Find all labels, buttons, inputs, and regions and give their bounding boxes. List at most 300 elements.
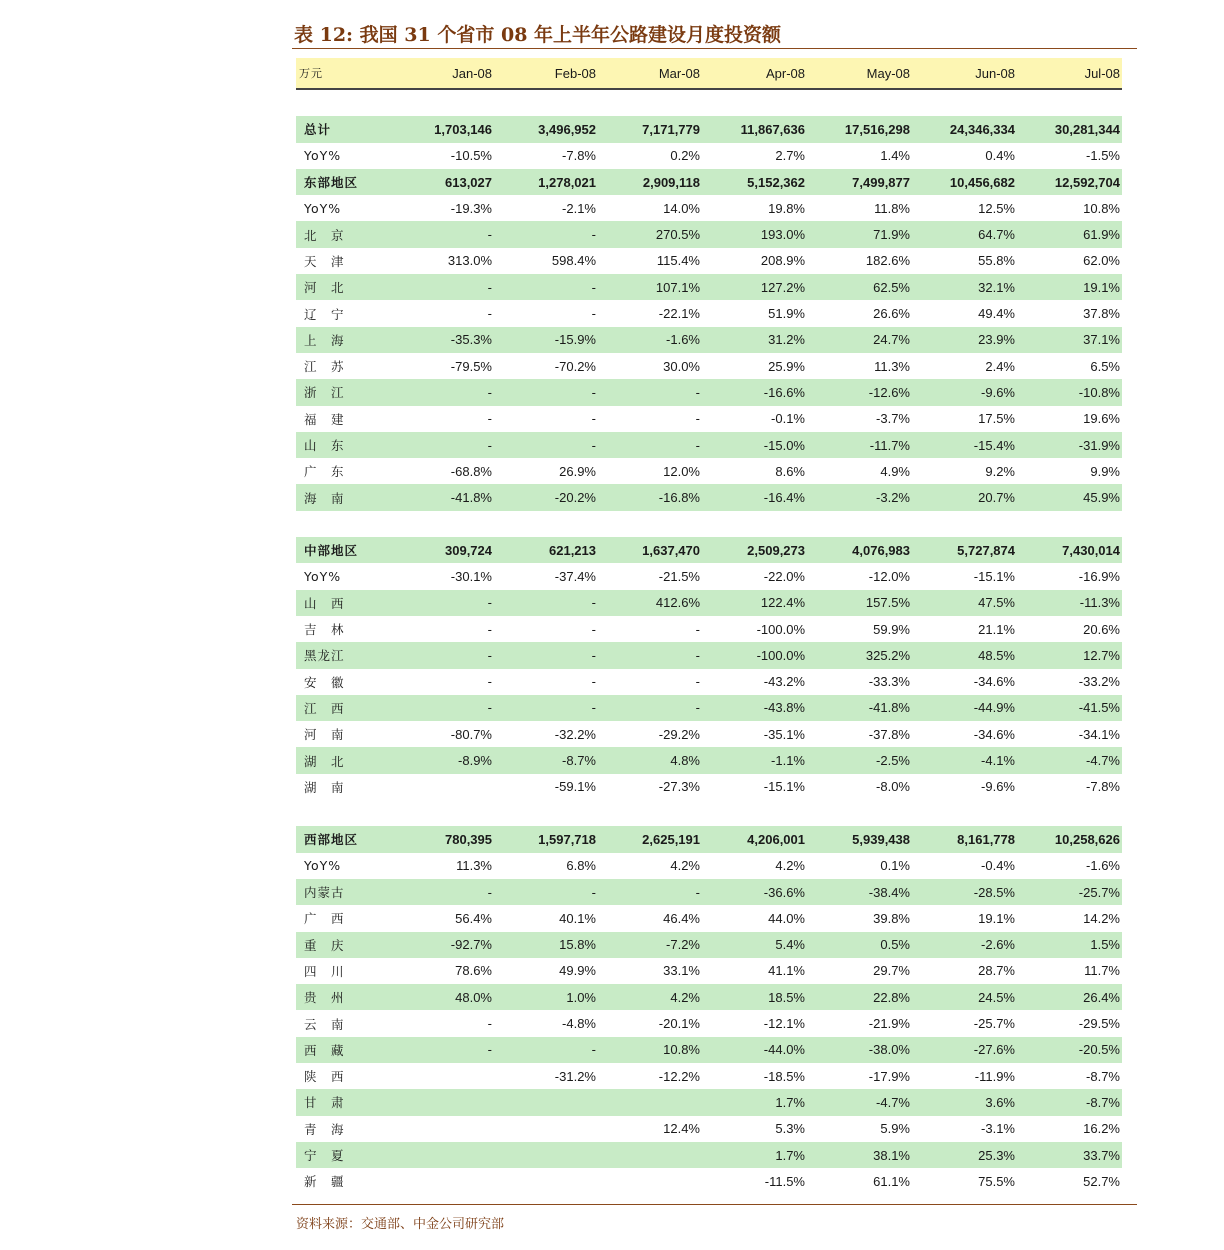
value-cell: -: [487, 1016, 492, 1032]
value-cell: 5,727,874: [912, 537, 1017, 563]
value-cell: 39.8%: [873, 910, 910, 926]
value-cell: 4.2%: [598, 984, 702, 1010]
table-row: [296, 590, 1122, 616]
value-cell: -: [487, 621, 492, 637]
row-label: YoY%: [304, 858, 342, 874]
value-cell: 26.9%: [559, 463, 596, 479]
value-cell: 12.5%: [978, 200, 1015, 216]
value-cell: 6.5%: [1090, 358, 1120, 374]
value-cell: -68.8%: [450, 463, 492, 479]
value-cell: -11.9%: [974, 1068, 1015, 1084]
row-label: 广 东: [304, 464, 345, 480]
value-cell: 24.7%: [807, 327, 912, 353]
value-cell: -15.4%: [912, 432, 1017, 458]
table-row: [296, 642, 1122, 668]
row-label: 青 海: [304, 1121, 345, 1137]
value-cell: -4.8%: [562, 1016, 596, 1032]
value-cell: 45.9%: [1017, 484, 1122, 510]
value-cell: 37.1%: [1017, 327, 1122, 353]
value-cell: 4,076,983: [807, 537, 912, 563]
row-label: 陕 西: [304, 1069, 345, 1085]
value-cell: -41.8%: [390, 484, 494, 510]
value-cell: 0.1%: [880, 858, 910, 874]
value-cell: 10.8%: [1083, 200, 1120, 216]
table-row: [296, 169, 1122, 195]
value-cell: 157.5%: [807, 590, 912, 616]
value-cell: -: [494, 879, 598, 905]
table-row: [296, 1168, 1122, 1194]
value-cell: 62.0%: [1083, 253, 1120, 269]
value-cell: 3,496,952: [494, 116, 598, 142]
value-cell: -22.1%: [658, 306, 700, 322]
value-cell: 325.2%: [807, 642, 912, 668]
value-cell: [390, 1142, 494, 1168]
value-cell: 62.5%: [807, 274, 912, 300]
month-header: Jun-08: [912, 58, 1017, 89]
value-cell: 10,258,626: [1017, 826, 1122, 852]
table-row: [296, 932, 1122, 958]
value-cell: -2.1%: [562, 200, 596, 216]
value-cell: 47.5%: [912, 590, 1017, 616]
value-cell: 7,430,014: [1017, 537, 1122, 563]
value-cell: 41.1%: [768, 963, 805, 979]
row-label: 湖 南: [304, 779, 345, 795]
value-cell: -31.2%: [554, 1068, 596, 1084]
value-cell: 10.8%: [598, 1037, 702, 1063]
value-cell: -33.2%: [1078, 674, 1120, 690]
value-cell: -: [695, 674, 700, 690]
table-row: [296, 1142, 1122, 1168]
table-row: [296, 905, 1122, 931]
value-cell: -92.7%: [390, 932, 494, 958]
value-cell: 15.8%: [494, 932, 598, 958]
row-label: 山 东: [296, 432, 390, 458]
value-cell: 48.0%: [390, 984, 494, 1010]
value-cell: 61.1%: [873, 1173, 910, 1189]
month-header: Feb-08: [494, 58, 598, 89]
value-cell: -34.6%: [973, 674, 1015, 690]
value-cell: -21.9%: [868, 1016, 910, 1032]
value-cell: 17.5%: [978, 411, 1015, 427]
value-cell: 621,213: [494, 537, 598, 563]
value-cell: -: [390, 274, 494, 300]
value-cell: -: [390, 432, 494, 458]
value-cell: 1,703,146: [390, 116, 494, 142]
value-cell: -20.1%: [658, 1016, 700, 1032]
value-cell: -27.3%: [658, 779, 700, 795]
value-cell: -8.7%: [1017, 1089, 1122, 1115]
value-cell: [390, 1116, 494, 1142]
value-cell: 1.0%: [494, 984, 598, 1010]
value-cell: 20.6%: [1083, 621, 1120, 637]
value-cell: 270.5%: [598, 221, 702, 247]
value-cell: 32.1%: [912, 274, 1017, 300]
table-row: [296, 1116, 1122, 1142]
value-cell: 11.8%: [874, 200, 910, 216]
value-cell: -29.5%: [1078, 1016, 1120, 1032]
value-cell: 51.9%: [768, 306, 805, 322]
spacer-row: [296, 800, 1122, 826]
value-cell: 3.6%: [912, 1089, 1017, 1115]
value-cell: 0.2%: [670, 148, 700, 164]
value-cell: 9.9%: [1090, 463, 1120, 479]
value-cell: 61.9%: [1017, 221, 1122, 247]
value-cell: [494, 1116, 598, 1142]
value-cell: 25.3%: [912, 1142, 1017, 1168]
value-cell: 2,509,273: [702, 537, 807, 563]
value-cell: -35.1%: [763, 726, 805, 742]
value-cell: -44.0%: [702, 1037, 807, 1063]
value-cell: -15.9%: [494, 327, 598, 353]
value-cell: -38.0%: [807, 1037, 912, 1063]
value-cell: -15.0%: [702, 432, 807, 458]
value-cell: 2.4%: [985, 358, 1015, 374]
spacer-cell: [296, 89, 1122, 116]
value-cell: -12.2%: [658, 1068, 700, 1084]
value-cell: 55.8%: [978, 253, 1015, 269]
table-row: [296, 669, 1122, 695]
value-cell: 56.4%: [455, 910, 492, 926]
value-cell: 613,027: [390, 169, 494, 195]
row-label: 总计: [296, 116, 390, 142]
value-cell: 0.4%: [985, 148, 1015, 164]
value-cell: 14.0%: [663, 200, 700, 216]
row-label: 东部地区: [296, 169, 390, 195]
table-row: [296, 248, 1122, 274]
value-cell: -41.5%: [1017, 695, 1122, 721]
value-cell: [390, 774, 494, 800]
value-cell: -70.2%: [554, 358, 596, 374]
value-cell: 1,637,470: [598, 537, 702, 563]
value-cell: -43.2%: [763, 674, 805, 690]
table-row: [296, 274, 1122, 300]
value-cell: 22.8%: [807, 984, 912, 1010]
source-note: 资料来源：交通部、中金公司研究部: [296, 1217, 505, 1232]
value-cell: -37.4%: [554, 568, 596, 584]
value-cell: 122.4%: [702, 590, 807, 616]
value-cell: 24,346,334: [912, 116, 1017, 142]
value-cell: 64.7%: [912, 221, 1017, 247]
value-cell: -3.2%: [807, 484, 912, 510]
value-cell: -33.3%: [868, 674, 910, 690]
table-row: [296, 143, 1122, 169]
value-cell: 78.6%: [455, 963, 492, 979]
value-cell: -: [494, 695, 598, 721]
value-cell: 33.1%: [663, 963, 700, 979]
value-cell: -3.1%: [981, 1121, 1015, 1137]
value-cell: -35.3%: [390, 327, 494, 353]
value-cell: 12.0%: [663, 463, 700, 479]
value-cell: 25.9%: [768, 358, 805, 374]
value-cell: -31.9%: [1017, 432, 1122, 458]
value-cell: -: [598, 879, 702, 905]
value-cell: -4.7%: [807, 1089, 912, 1115]
value-cell: 5,152,362: [702, 169, 807, 195]
row-label: 山 西: [296, 590, 390, 616]
value-cell: 5,939,438: [807, 826, 912, 852]
value-cell: 44.0%: [768, 910, 805, 926]
value-cell: 26.6%: [873, 306, 910, 322]
month-header: May-08: [807, 58, 912, 89]
value-cell: 49.9%: [559, 963, 596, 979]
value-cell: -12.0%: [868, 568, 910, 584]
value-cell: -21.5%: [658, 568, 700, 584]
title-divider: [292, 48, 1137, 49]
value-cell: 107.1%: [598, 274, 702, 300]
value-cell: [494, 1089, 598, 1115]
value-cell: 30,281,344: [1017, 116, 1122, 142]
table-row: [296, 406, 1122, 432]
value-cell: -: [390, 590, 494, 616]
value-cell: 16.2%: [1083, 1121, 1120, 1137]
value-cell: -: [390, 695, 494, 721]
row-label: 江 西: [296, 695, 390, 721]
value-cell: -: [390, 221, 494, 247]
value-cell: -11.5%: [764, 1173, 805, 1189]
value-cell: 71.9%: [807, 221, 912, 247]
value-cell: -8.7%: [494, 747, 598, 773]
value-cell: -: [695, 621, 700, 637]
row-label: 天 津: [304, 253, 345, 269]
value-cell: 780,395: [390, 826, 494, 852]
table-title: 表 12: 我国 31 个省市 08 年上半年公路建设月度投资额: [294, 24, 782, 46]
value-cell: -30.1%: [450, 568, 492, 584]
value-cell: 2,909,118: [598, 169, 702, 195]
table-row: [296, 458, 1122, 484]
value-cell: -: [487, 674, 492, 690]
value-cell: -100.0%: [756, 621, 805, 637]
spacer-cell: [296, 800, 1122, 826]
value-cell: 6.8%: [566, 858, 596, 874]
row-label: 内蒙古: [296, 879, 390, 905]
table-row: [296, 379, 1122, 405]
value-cell: -: [591, 621, 596, 637]
value-cell: 2,625,191: [598, 826, 702, 852]
value-cell: 46.4%: [663, 910, 700, 926]
value-cell: -: [598, 432, 702, 458]
value-cell: 11.3%: [456, 858, 492, 874]
value-cell: -7.8%: [1086, 779, 1120, 795]
value-cell: 40.1%: [559, 910, 596, 926]
value-cell: -: [494, 274, 598, 300]
table-row: [296, 484, 1122, 510]
value-cell: -1.6%: [598, 327, 702, 353]
row-label: 西 藏: [296, 1037, 390, 1063]
row-label: 江 苏: [304, 359, 345, 375]
month-header: Apr-08: [702, 58, 807, 89]
value-cell: 49.4%: [978, 306, 1015, 322]
row-label: 云 南: [304, 1016, 345, 1032]
value-cell: 1.4%: [880, 148, 910, 164]
table-row: [296, 432, 1122, 458]
value-cell: -8.9%: [390, 747, 494, 773]
value-cell: -: [390, 879, 494, 905]
table-row: [296, 747, 1122, 773]
value-cell: 11.3%: [874, 358, 910, 374]
value-cell: -7.2%: [598, 932, 702, 958]
table-row: [296, 327, 1122, 353]
row-label: 北 京: [296, 221, 390, 247]
unit-label: 万元: [296, 58, 390, 89]
value-cell: 59.9%: [873, 621, 910, 637]
value-cell: -: [494, 642, 598, 668]
value-cell: -: [591, 674, 596, 690]
value-cell: 1,597,718: [494, 826, 598, 852]
table-row: [296, 616, 1122, 642]
value-cell: 19.8%: [768, 200, 805, 216]
value-cell: -79.5%: [450, 358, 492, 374]
value-cell: -25.7%: [1017, 879, 1122, 905]
value-cell: -16.6%: [702, 379, 807, 405]
value-cell: -41.8%: [807, 695, 912, 721]
value-cell: -100.0%: [702, 642, 807, 668]
value-cell: [390, 1168, 494, 1194]
row-label: 黑龙江: [296, 642, 390, 668]
value-cell: -16.8%: [598, 484, 702, 510]
value-cell: 24.5%: [912, 984, 1017, 1010]
value-cell: -0.1%: [771, 411, 805, 427]
value-cell: 31.2%: [702, 327, 807, 353]
value-cell: 21.1%: [978, 621, 1015, 637]
value-cell: 33.7%: [1017, 1142, 1122, 1168]
value-cell: -10.5%: [450, 148, 492, 164]
value-cell: -10.8%: [1017, 379, 1122, 405]
value-cell: -2.5%: [807, 747, 912, 773]
value-cell: -17.9%: [868, 1068, 910, 1084]
value-cell: -1.1%: [702, 747, 807, 773]
value-cell: -29.2%: [658, 726, 700, 742]
row-label: 安 徽: [304, 674, 345, 690]
value-cell: -11.3%: [1017, 590, 1122, 616]
spacer-row: [296, 89, 1122, 116]
value-cell: -: [598, 379, 702, 405]
table-row: [296, 1010, 1122, 1036]
value-cell: -2.6%: [912, 932, 1017, 958]
value-cell: 0.5%: [807, 932, 912, 958]
source-divider: [292, 1204, 1137, 1205]
value-cell: -44.9%: [912, 695, 1017, 721]
value-cell: 11,867,636: [702, 116, 807, 142]
investment-table: [296, 58, 1122, 1194]
value-cell: -34.6%: [973, 726, 1015, 742]
value-cell: 30.0%: [663, 358, 700, 374]
value-cell: -: [390, 379, 494, 405]
value-cell: 10,456,682: [912, 169, 1017, 195]
table-row: [296, 853, 1122, 879]
table-row: [296, 721, 1122, 747]
value-cell: 17,516,298: [807, 116, 912, 142]
value-cell: -8.7%: [1086, 1068, 1120, 1084]
value-cell: 7,499,877: [807, 169, 912, 195]
value-cell: -0.4%: [981, 858, 1015, 874]
spacer-row: [296, 511, 1122, 537]
value-cell: 28.7%: [978, 963, 1015, 979]
value-cell: -12.1%: [763, 1016, 805, 1032]
value-cell: [494, 1168, 598, 1194]
table-row: [296, 300, 1122, 326]
value-cell: 309,724: [390, 537, 494, 563]
value-cell: 9.2%: [985, 463, 1015, 479]
value-cell: 19.6%: [1083, 411, 1120, 427]
value-cell: 182.6%: [865, 253, 910, 269]
value-cell: 52.7%: [1083, 1173, 1120, 1189]
row-label: YoY%: [304, 148, 342, 164]
row-label: 甘 肃: [296, 1089, 390, 1115]
value-cell: 29.7%: [873, 963, 910, 979]
value-cell: -80.7%: [450, 726, 492, 742]
value-cell: -: [494, 1037, 598, 1063]
value-cell: [390, 1089, 494, 1115]
row-label: 西部地区: [296, 826, 390, 852]
value-cell: 26.4%: [1017, 984, 1122, 1010]
month-header: Jan-08: [390, 58, 494, 89]
value-cell: -1.6%: [1086, 858, 1120, 874]
value-cell: -: [390, 642, 494, 668]
value-cell: 598.4%: [551, 253, 596, 269]
value-cell: -27.6%: [912, 1037, 1017, 1063]
value-cell: -4.1%: [912, 747, 1017, 773]
value-cell: 12.7%: [1017, 642, 1122, 668]
row-label: 河 北: [296, 274, 390, 300]
value-cell: -: [494, 379, 598, 405]
value-cell: 18.5%: [702, 984, 807, 1010]
table-header-row: [296, 58, 1122, 89]
value-cell: -20.2%: [494, 484, 598, 510]
value-cell: -: [591, 411, 596, 427]
value-cell: 4.2%: [775, 858, 805, 874]
value-cell: -: [598, 642, 702, 668]
table-row: [296, 1063, 1122, 1089]
value-cell: -9.6%: [981, 779, 1015, 795]
value-cell: 313.0%: [447, 253, 492, 269]
value-cell: 12.4%: [663, 1121, 700, 1137]
row-label: 贵 州: [296, 984, 390, 1010]
value-cell: -38.4%: [807, 879, 912, 905]
table-row: [296, 879, 1122, 905]
value-cell: 412.6%: [598, 590, 702, 616]
value-cell: 4,206,001: [702, 826, 807, 852]
month-header: Jul-08: [1017, 58, 1122, 89]
month-header: Mar-08: [598, 58, 702, 89]
value-cell: 4.8%: [598, 747, 702, 773]
row-label: 中部地区: [296, 537, 390, 563]
value-cell: -: [591, 306, 596, 322]
value-cell: -59.1%: [554, 779, 596, 795]
value-cell: -: [494, 432, 598, 458]
table-row: [296, 1089, 1122, 1115]
row-label: 辽 宁: [304, 306, 345, 322]
value-cell: 5.9%: [880, 1121, 910, 1137]
value-cell: -1.5%: [1086, 148, 1120, 164]
value-cell: -8.0%: [876, 779, 910, 795]
row-label: 新 疆: [304, 1174, 345, 1190]
value-cell: 1.5%: [1017, 932, 1122, 958]
value-cell: -: [487, 411, 492, 427]
row-label: 上 海: [296, 327, 390, 353]
value-cell: 37.8%: [1083, 306, 1120, 322]
value-cell: 115.4%: [656, 253, 700, 269]
value-cell: -15.1%: [763, 779, 805, 795]
value-cell: [598, 1089, 702, 1115]
value-cell: -3.7%: [876, 411, 910, 427]
value-cell: -43.8%: [702, 695, 807, 721]
row-label: 福 建: [304, 411, 345, 427]
value-cell: -: [695, 411, 700, 427]
value-cell: 1.7%: [702, 1089, 807, 1115]
value-cell: 2.7%: [775, 148, 805, 164]
value-cell: 208.9%: [760, 253, 805, 269]
table-row: [296, 195, 1122, 221]
